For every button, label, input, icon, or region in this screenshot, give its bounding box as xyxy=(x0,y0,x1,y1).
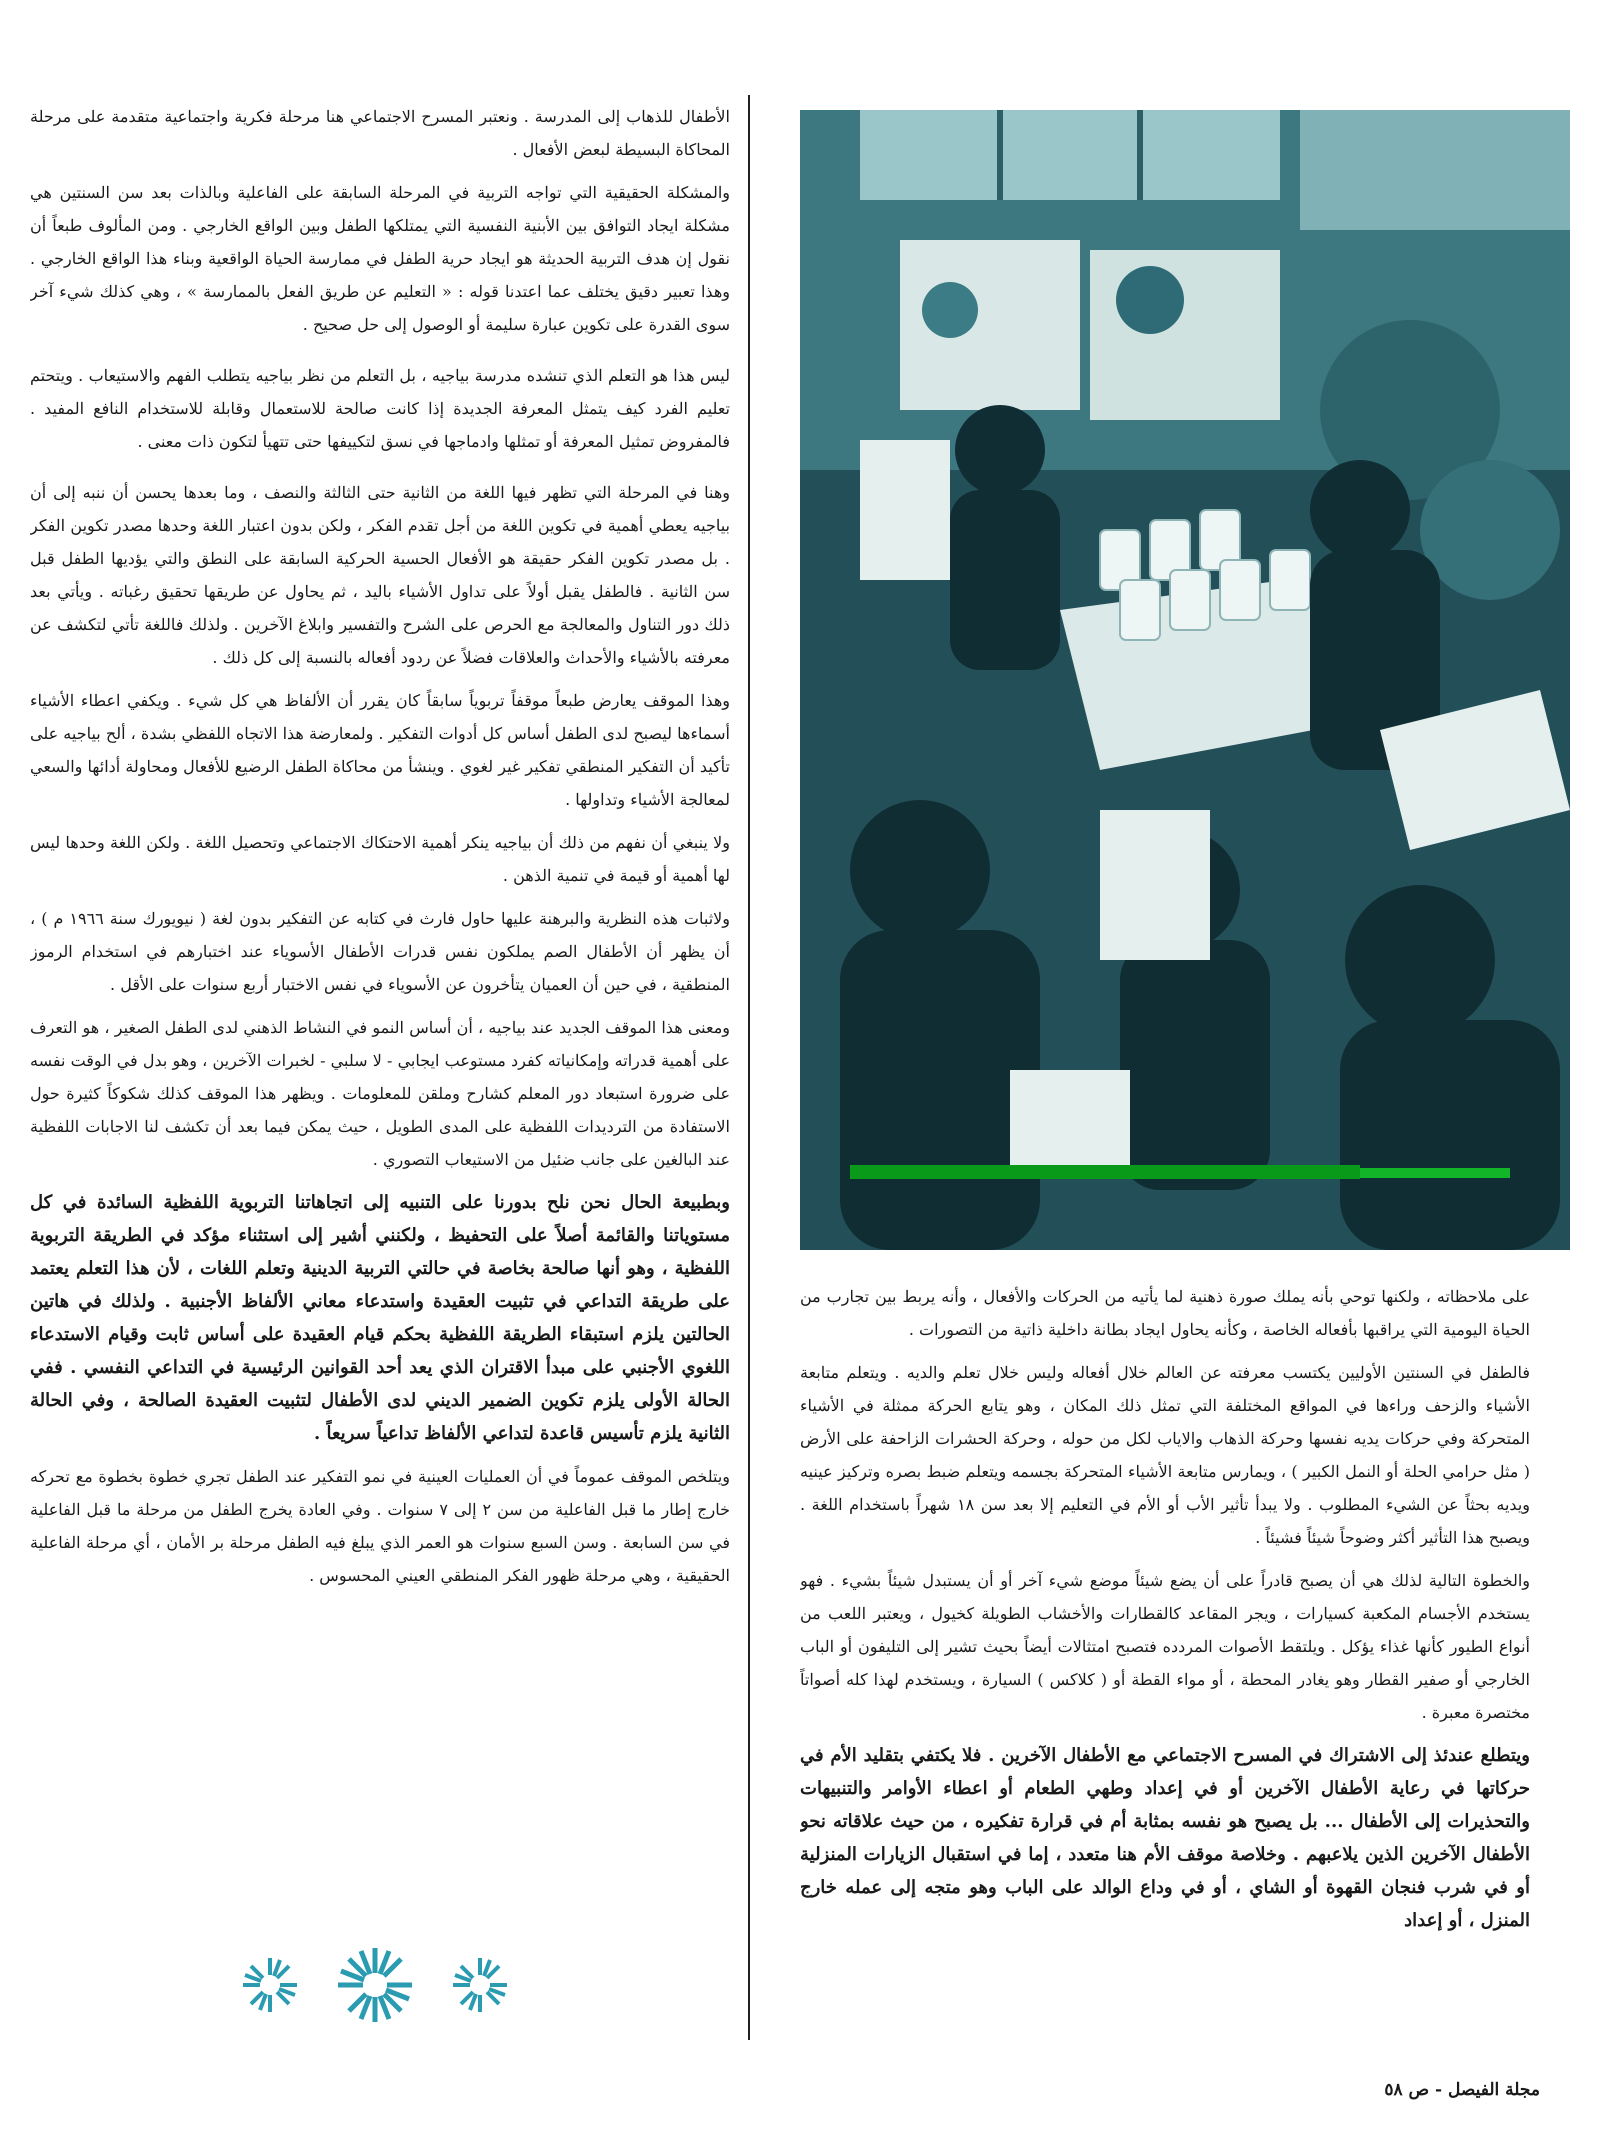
paragraph: ولاثبات هذه النظرية والبرهنة عليها حاول فارث في كتابه عن التفكير بدون لغة ( نيويورك سنة ١٩٦٦ م ) ، أن يظهر أن الأطفال الصم يملكون نفس قدرات الأطفال الأسوياء عند اختبارهم في استخدام الرموز المنطقية ، في حين أن العميان يتأخرون عن الأسوياء في نفس الاختبار أربع سنوات على الأقل . xyxy=(30,909,730,994)
sunburst-ornament-icon xyxy=(450,1955,510,2015)
ornament-row xyxy=(240,1945,510,2025)
paragraph: ويتطلع عندئذ إلى الاشتراك في المسرح الاجتماعي مع الأطفال الآخرين . فلا يكتفي بتقليد الأم في حركاتها في رعاية الأطفال الآخرين أو في إعداد وطهي الطعام أو اعطاء الأوامر والتنبيهات والتحذيرات إلى الأطفال ... بل يصبح هو نفسه بمثابة أم في قرارة تفكيره ، من حيث علاقاته نحو الأطفال الآخرين الذين يلاعبهم . وخلاصة موقف الأم هنا متعدد ، إما في استقبال الزيارات المنزلية أو في شرب فنجان القهوة أو الشاي ، أو في وداع الوالد على الباب وهو متجه إلى عمله خارج المنزل ، أو إعداد xyxy=(800,1745,1530,1931)
paragraph: وهنا في المرحلة التي تظهر فيها اللغة من الثانية حتى الثالثة والنصف ، وما بعدها يحسن أن ننبه إلى أن بياجيه يعطي أهمية في تكوين اللغة من أجل تقدم الفكر ، ولكن بدون اعتبار اللغة وحدها مصدر تكوين الفكر . بل مصدر تكوين الفكر حقيقة هو الأفعال الحسية الحركية السابقة على النطق والتي يؤديها الطفل قبل سن الثانية . فالطفل يقبل أولاً على تداول الأشياء باليد ، ثم يحاول عن طريقها تحقيق رغباته . ويأتي بعد ذلك دور التناول والمعالجة مع الحرص على الشرح والتفسير وابلاغ الآخرين . ولذلك فاللغة تأتي لتكشف عن معرفته بالأشياء والأحداث والعلاقات فضلاً عن ردود أفعاله بالنسبة إلى كل ذلك . xyxy=(30,483,730,667)
paragraph: الأطفال للذهاب إلى المدرسة . ونعتبر المسرح الاجتماعي هنا مرحلة فكرية واجتماعية متقدمة على مرحلة المحاكاة البسيطة لبعض الأفعال . xyxy=(30,107,730,159)
paragraph: ليس هذا هو التعلم الذي تنشده مدرسة بياجيه ، بل التعلم من نظر بياجيه يتطلب الفهم والاستيعاب . ويتحتم تعليم الفرد كيف يتمثل المعرفة الجديدة إذا كانت صالحة للاستعمال وقابلة للاستخدام النافع المفيد . فالمفروض تمثيل المعرفة أو تمثلها وادماجها في نسق لتكييفها حتى تتهيأ لتكون ذات معنى . xyxy=(30,366,730,451)
sunburst-ornament-icon xyxy=(335,1945,415,2025)
paragraph: وهذا الموقف يعارض طبعاً موقفاً تربوياً سابقاً كان يقرر أن الألفاظ هي كل شيء . ويكفي اعطاء الأشياء أسماءها ليصبح لدى الطفل أساس كل أدوات التفكير . ولمعارضة هذا الاتجاه اللفظي بشدة ، ألح بياجيه على تأكيد أن التفكير المنطقي تفكير غير لغوي . وينشأ من محاكاة الطفل الرضيع للأفعال ومحاولة أدائها والسعي لمعالجة الأشياء وتداولها . xyxy=(30,691,730,809)
paragraph: على ملاحظاته ، ولكنها توحي بأنه يملك صورة ذهنية لما يأتيه من الحركات والأفعال ، وأنه يربط بين تجارب من الحياة اليومية التي يراقبها بأفعاله الخاصة ، وكأنه يحاول ايجاد بطانة داخلية ذاتية من التصورات . xyxy=(800,1287,1530,1339)
photo-illustration xyxy=(800,110,1570,1250)
paragraph: فالطفل في السنتين الأوليين يكتسب معرفته عن العالم خلال أفعاله وليس خلال تعلم والديه . ويتعلم متابعة الأشياء والزحف وراءها في المواقع المختلفة التي تمثل ذلك المكان ، وهو يتابع الحركة ممثلة في الأشياء المتحركة وفي حركات يديه نفسها وحركة الذهاب والاياب لكل من حوله ، وحركة الحشرات الزاحفة على الأرض ( مثل حرامي الحلة أو النمل الكبير ) ، ويمارس متابعة الأشياء المتحركة بجسمه ويتعلم ضبط بصره وتركيز عينيه ويديه بحثاً عن الشيء المطلوب . ولا يبدأ تأثير الأب أو الأم في التعليم إلا بعد سن ١٨ شهراً باستخدام اللغة . ويصبح هذا التأثير أكثر وضوحاً شيئاً فشيئاً . xyxy=(800,1363,1530,1547)
paragraph: ولا ينبغي أن نفهم من ذلك أن بياجيه ينكر أهمية الاحتكاك الاجتماعي وتحصيل اللغة . ولكن اللغة وحدها ليس لها أهمية أو قيمة في تنمية الذهن . xyxy=(30,833,730,885)
paragraph: ويتلخص الموقف عموماً في أن العمليات العينية في نمو التفكير عند الطفل تجري خطوة بخطوة مع تحركه خارج إطار ما قبل الفاعلية من سن ٢ إلى ٧ سنوات . وفي العادة يخرج الطفل من مرحلة ما قبل الفاعلية في سن السابعة . وسن السبع سنوات هو العمر الذي يبلغ فيه الطفل مرحلة بر الأمان ، أي مرحلة الفاعلية الحقيقية ، وهي مرحلة ظهور الفكر المنطقي العيني المحسوس . xyxy=(30,1467,730,1585)
paragraph: ومعنى هذا الموقف الجديد عند بياجيه ، أن أساس النمو في النشاط الذهني لدى الطفل الصغير ، هو التعرف على أهمية قدراته وإمكانياته كفرد مستوعب ايجابي - لا سلبي - لخبرات الآخرين ، وهو بدل في الوقت نفسه على ضرورة استبعاد دور المعلم كشارح وملقن للمعلومات . ويظهر هذا الموقف كذلك شكوكاً كثيرة حول الاستفادة من الترديدات اللفظية على المدى الطويل ، حيث يمكن فيما بعد أن تكشف لنا الاجابات اللفظية عند البالغين على جانب ضئيل من الاستيعاب التصوري . xyxy=(30,1018,730,1169)
column-divider xyxy=(748,95,750,2040)
left-text-column xyxy=(30,100,730,1920)
classroom-photo xyxy=(800,110,1570,1250)
paragraph: والمشكلة الحقيقية التي تواجه التربية في المرحلة السابقة على الفاعلية وبالذات بعد سن السنتين هي مشكلة ايجاد التوافق بين الأبنية النفسية التي يمتلكها الطفل وبين الواقع الخارجي . ومن المألوف طبعاً أن نقول إن هدف التربية الحديثة هو ايجاد حرية الطفل في ممارسة الحياة الواقعية وبناء هذا الواقع الخارجي . وهذا تعبير دقيق يختلف عما اعتدنا قوله : « التعليم عن طريق الفعل بالممارسة » ، وهي كذلك شيء آخر سوى القدرة على تكوين عبارة سليمة أو الوصول إلى حل صحيح . xyxy=(30,183,730,334)
sunburst-ornament-icon xyxy=(240,1955,300,2015)
right-text-column xyxy=(800,1280,1530,2010)
page-footer: مجلة الفيصل - ص ٥٨ xyxy=(1384,2080,1540,2100)
paragraph: والخطوة التالية لذلك هي أن يصبح قادراً على أن يضع شيئاً موضع شيء آخر أو أن يستبدل شيئاً بشيء . فهو يستخدم الأجسام المكعبة كسيارات ، ويجر المقاعد كالقطارات والأخشاب الطويلة كخيول ، ويعتبر اللعب من أنواع الطيور كأنها غذاء يؤكل . ويلتقط الأصوات المردده فتصبح امتثالات أيضاً بحيث تشير إلى التليفون أو الباب الخارجي أو صفير القطار وهو يغادر المحطة ، أو مواء القطة أو ( كلاكس ) السيارة ، ويستخدم لهذا كله أصواتاً مختصرة معبرة . xyxy=(800,1571,1530,1722)
paragraph: وبطبيعة الحال نحن نلح بدورنا على التنبيه إلى اتجاهاتنا التربوية اللفظية السائدة في كل مستوياتنا والقائمة أصلاً على التحفيظ ، ولكنني أشير إلى استثناء مؤكد في الطريقة التربوية اللفظية ، وهو أنها صالحة بخاصة في حالتي التربية الدينية وتعلم اللغات ، لأن هذا التعلم يعتمد على طريقة التداعي في تثبيت العقيدة واستدعاء معاني الألفاظ الأجنبية . ولذلك في هاتين الحالتين يلزم استبقاء الطريقة اللفظية بحكم قيام العقيدة على أساس ثابت وقيام الاستدعاء اللغوي الأجنبي على مبدأ الاقتران الذي يعد أحد القوانين الرئيسية في التداعي النفسي . ففي الحالة الأولى يلزم تكوين الضمير الديني لدى الأطفال لتثبيت العقيدة الصالحة ، وفي الحالة الثانية يلزم تأسيس قاعدة لتداعي الألفاظ تداعياً سريعاً . xyxy=(30,1192,730,1444)
